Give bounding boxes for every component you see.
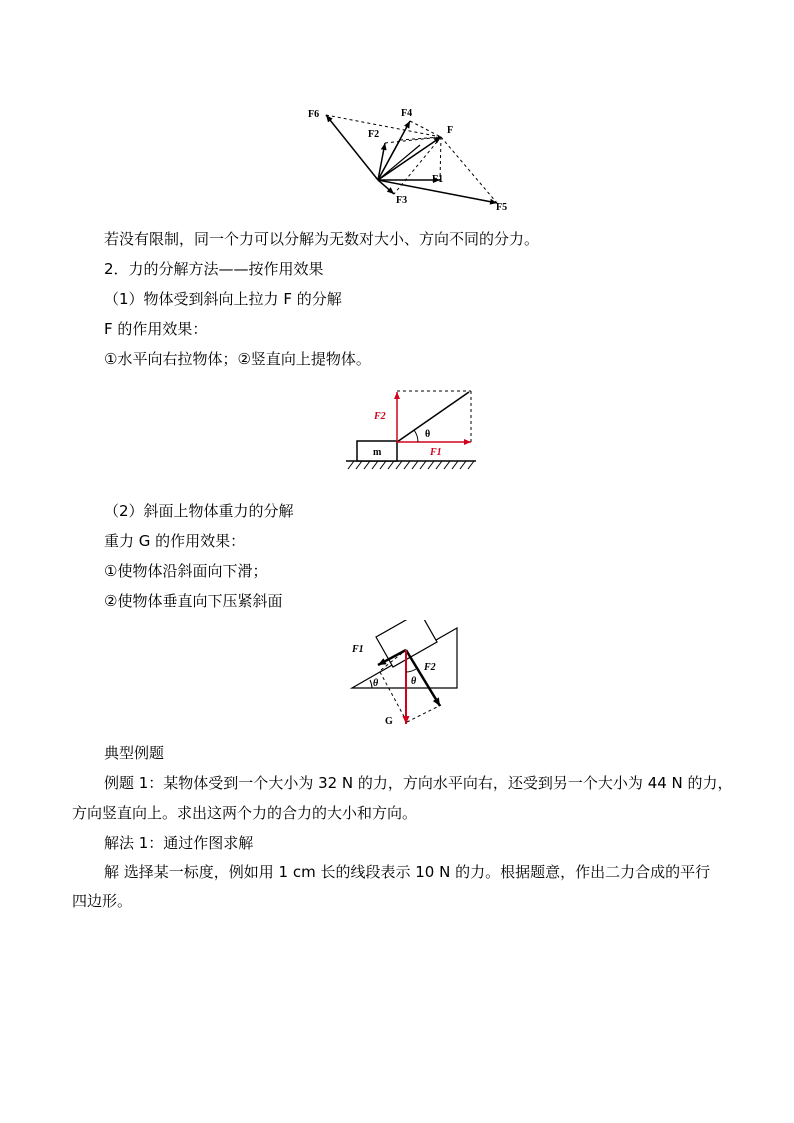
label-F5: F5 — [496, 202, 508, 213]
label-F2: F2 — [368, 129, 380, 140]
subsection-2-effect-1: ①使物体沿斜面向下滑； — [104, 562, 268, 580]
subsection-2-effect-2: ②使物体垂直向下压紧斜面 — [104, 592, 283, 610]
label-F6: F6 — [308, 109, 320, 120]
label-F4: F4 — [401, 108, 413, 119]
label-F3: F3 — [396, 195, 408, 206]
label-F1: F1 — [430, 447, 442, 458]
subsection-1-effect-label: F 的作用效果： — [104, 320, 208, 338]
subsection-2-effect-label: 重力 G 的作用效果： — [104, 532, 246, 550]
label-G: G — [385, 716, 393, 727]
paragraph-1: 若没有限制，同一个力可以分解为无数对大小、方向不同的分力。 — [104, 230, 540, 248]
label-F1: F1 — [352, 644, 364, 655]
subsection-2-title: （2）斜面上物体重力的分解 — [104, 502, 294, 520]
theta-label-2: θ — [373, 678, 379, 689]
incline-gravity-figure — [340, 620, 470, 730]
solution-line-1: 解 选择某一标度，例如用 1 cm 长的线段表示 10 N 的力。根据题意，作出二力合成的平行 — [104, 863, 711, 881]
theta-label: θ — [425, 429, 431, 440]
block-label: m — [373, 447, 382, 458]
label-F2: F2 — [374, 411, 386, 422]
label-F2: F2 — [424, 662, 436, 673]
oblique-pull-figure — [340, 385, 490, 485]
arrow-F — [397, 392, 469, 442]
arrow-F6 — [326, 115, 378, 180]
example-heading: 典型例题 — [104, 744, 165, 762]
subsection-1-title: （1）物体受到斜向上拉力 F 的分解 — [104, 290, 342, 308]
force-decomposition-figure — [300, 100, 520, 215]
label-F1: F1 — [432, 174, 444, 185]
example-1-line-2: 方向竖直向上。求出这两个力的合力的大小和方向。 — [72, 804, 418, 822]
solution-line-2: 四边形。 — [72, 892, 133, 910]
method-1-title: 解法 1：通过作图求解 — [104, 834, 254, 852]
theta-label-1: θ — [411, 676, 417, 687]
label-F: F — [447, 125, 454, 136]
section-2-title: 2．力的分解方法——按作用效果 — [104, 260, 324, 278]
subsection-1-effects: ①水平向右拉物体；②竖直向上提物体。 — [104, 350, 371, 368]
example-1-line-1: 例题 1：某物体受到一个大小为 32 N 的力，方向水平向右，还受到另一个大小为 44 N 的力， — [104, 774, 733, 792]
